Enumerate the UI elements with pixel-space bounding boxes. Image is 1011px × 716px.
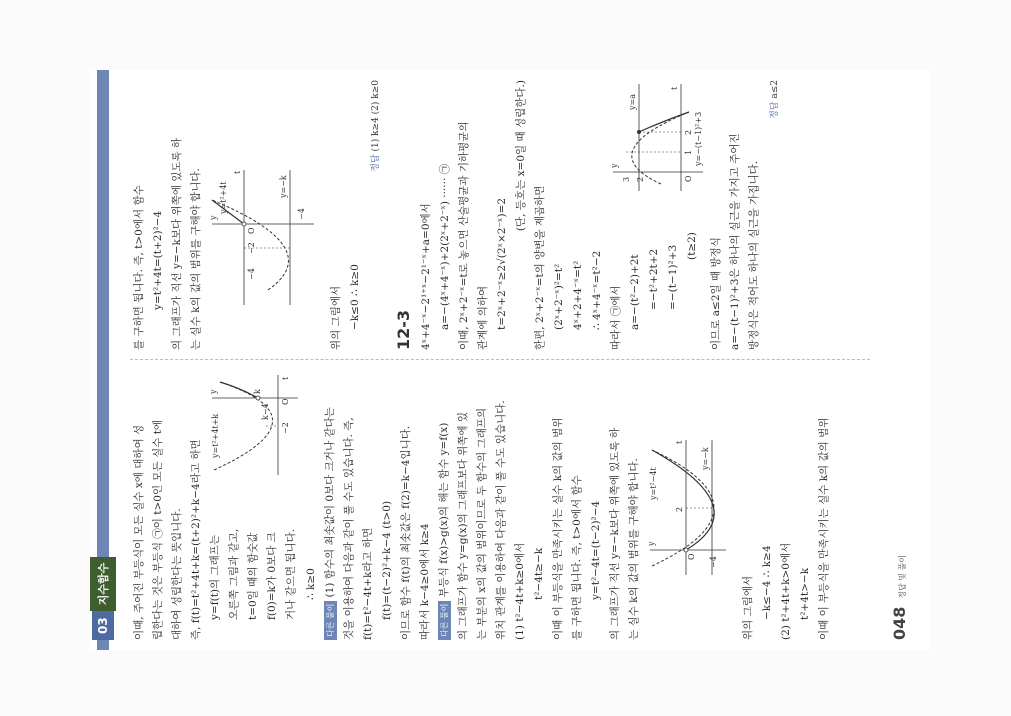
text-line: 부등식 f(x)>g(x)의 해는 함수 y=f(x)	[438, 422, 450, 598]
text-line: 관계에 의하여	[477, 285, 489, 350]
text-line: (1) 함수의 최솟값이 0보다 크거나 같다는	[324, 407, 336, 598]
line-label: y=−k	[279, 175, 288, 198]
text-line: −k≤0 ∴ k≥0	[349, 264, 361, 330]
text-line: 위의 그림에서	[330, 285, 342, 350]
text-line: a=−(t²−2)+2t	[629, 254, 641, 330]
axis-x-label: t	[233, 170, 242, 174]
page-label: 정답 및 풀이	[898, 554, 907, 599]
curve-label: y=−(t−1)²+3	[694, 111, 703, 166]
tick-label: 2	[675, 506, 684, 512]
curve-label: y=t²+4t	[219, 181, 228, 214]
text-line: 립한다는 것은 부등식 ㉠이 t>0인 모든 실수 t에	[152, 419, 164, 640]
answer-label: 정답	[371, 154, 381, 172]
text-line: 거나 같으면 됩니다.	[285, 528, 297, 620]
origin-label: O	[687, 553, 696, 560]
text-line	[435, 370, 454, 640]
answer-line	[766, 80, 785, 350]
text-line: 이때 이 부등식을 만족시키는 실수 k의 값의 범위	[552, 417, 564, 640]
text-line: (1) t²−4t+k≥0에서	[514, 542, 526, 640]
origin-label: O	[684, 175, 693, 182]
column-divider	[130, 359, 870, 360]
axis-y-label: y	[647, 541, 656, 546]
right-column	[130, 80, 787, 350]
text-line: 는 부분의 x의 값의 범위이므로 두 함수의 그래프의	[476, 407, 488, 640]
text-line: 따라서 ㉠에서	[610, 285, 622, 350]
text-line: 의 그래프가 직선 y=−k보다 위쪽에 있도록 하	[171, 137, 183, 350]
text-line: 이므로 a≤2일 때 방정식	[710, 237, 722, 350]
text-line: (2) t²+4t+k>0에서	[780, 542, 792, 640]
text-line: 방정식은 적어도 하나의 실근을 가집니다.	[748, 160, 760, 350]
axis-x-label: t	[670, 86, 679, 90]
text-line: (단, 등호는 x=0일 때 성립한다.)	[515, 80, 527, 232]
tick-label: −4	[297, 208, 306, 220]
text-line: y=t²−4t=(t−2)²−4	[590, 500, 602, 600]
text-line: f(0)=k가 0보다 크	[266, 532, 278, 620]
text-line: 따라서 k−4≥0에서 k≥4	[419, 523, 431, 640]
graph-parabola-k	[208, 370, 300, 480]
text-line: 한편, 2ˣ+2⁻ˣ=t의 양변을 제곱하면	[534, 185, 546, 350]
text-line: 4ˣ+4⁻ˣ−2¹⁺ˣ−2¹⁻ˣ+a=0에서	[420, 203, 432, 350]
page-footer	[890, 555, 909, 640]
text-line: =−t²+2t+2	[648, 248, 660, 310]
text-line: 는 실수 k의 값의 범위를 구해야 합니다.	[628, 458, 640, 640]
tick-label: 1	[684, 149, 693, 155]
axis-y-label: y	[610, 163, 619, 168]
text-line: 이때 이 부등식을 만족시키는 실수 k의 값의 범위	[818, 417, 830, 640]
problem-number: 12-3	[394, 309, 413, 350]
text-line: ∴ 4ˣ+4⁻ˣ=t²−2	[591, 250, 603, 330]
alt-solution-tag: 다른 풀이	[438, 601, 451, 640]
answer-line	[367, 80, 386, 350]
point-label: k	[253, 389, 262, 394]
text-line: 것을 이용하여 다음과 같이 풀 수도 있습니다. 즉,	[343, 417, 355, 640]
text-line: −k≤−4 ∴ k≥4	[761, 545, 773, 620]
text-line: 이때, 2ˣ+2⁻ˣ=t로 놓으면 산술평균과 기하평균의	[458, 121, 470, 350]
tick-label: −2	[247, 242, 256, 254]
text-line: a=−(4ˣ+4⁻ˣ)+2(2ˣ+2⁻ˣ) ······ ㉠	[439, 163, 451, 330]
left-column	[130, 370, 834, 640]
text-line: f(t)=t²−4t+k라고 하면	[362, 527, 374, 640]
text-line: 를 구하면 됩니다. 즉, t>0에서 함수	[571, 475, 583, 640]
curve-label: y=t²−4t	[649, 467, 658, 500]
line-label: y=−k	[701, 447, 710, 470]
graph-parabola-a	[609, 80, 705, 196]
chapter-number: 03	[92, 611, 114, 640]
chapter-title: 지수함수	[90, 557, 116, 612]
tick-label: 2	[684, 129, 693, 135]
alt-solution-tag: 다른 풀이	[324, 601, 337, 640]
text-line: (2ˣ+2⁻ˣ)²=t²	[553, 263, 565, 330]
origin-label: O	[281, 398, 290, 405]
page-number: 048	[890, 606, 909, 640]
text-line: 위치 관계를 이용하여 다음과 같이 풀 수도 있습니다.	[495, 400, 507, 640]
axis-x-label: t	[281, 376, 290, 380]
text-line: 를 구하면 됩니다. 즉, t>0에서 함수	[133, 185, 145, 350]
tick-label: −4	[709, 556, 718, 568]
text-line: a=−(t−1)²+3은 하나의 실근을 가지고 주어진	[729, 133, 741, 350]
line-label: y=a	[628, 94, 637, 110]
axis-x-label: t	[675, 440, 684, 444]
text-line: 위의 그림에서	[742, 575, 754, 640]
text-line: f(t)=(t−2)²+k−4 (t>0)	[381, 500, 393, 620]
text-line: ∴ k≥0	[305, 568, 317, 600]
axis-y-label: y	[209, 215, 218, 220]
text-line: t²+4t>−k	[799, 567, 811, 620]
tick-label: −2	[281, 422, 290, 434]
origin-label: O	[247, 227, 256, 234]
text-line: 오른쪽 그림과 같고,	[228, 528, 240, 620]
text-line: =−(t−1)²+3	[667, 244, 679, 310]
tick-label: 3	[622, 176, 631, 182]
text-line: 4ˣ+2+4⁻ˣ=t²	[572, 260, 584, 330]
tick-label: 2	[636, 176, 645, 182]
text-line: 이때, 주어진 부등식이 모든 실수 x에 대하여 성	[133, 424, 145, 640]
axis-y-label: y	[209, 389, 218, 394]
graph-row	[607, 80, 707, 350]
graph-row	[206, 370, 302, 640]
text-line: y=f(t)의 그래프는	[209, 534, 221, 620]
text-line: t=2ˣ+2⁻ˣ≥2√(2ˣ×2⁻ˣ)=2	[496, 197, 508, 330]
text-line: 의 그래프가 직선 y=−k보다 위쪽에 있도록 하	[609, 427, 621, 640]
text-line: y=t²+4t=(t+2)²−4	[152, 210, 164, 310]
answer-text: a≤2	[770, 80, 780, 99]
vertex-label: k−4	[261, 403, 270, 420]
text-line: t=0일 때의 함숫값	[247, 532, 259, 620]
graph-side-text	[607, 196, 707, 350]
tick-label: −4	[247, 268, 256, 280]
curve-label: y=t²+4t+k	[211, 413, 220, 458]
textbook-page	[90, 70, 930, 650]
graph-side-text	[206, 480, 302, 640]
chapter-badge	[90, 557, 116, 640]
answer-label: 정답	[770, 101, 780, 119]
text-line: 대하여 성립한다는 뜻입니다.	[171, 508, 183, 640]
text-line: 즉, f(t)=t²+4t+k=(t+2)²+k−4라고 하면	[190, 439, 202, 640]
text-line	[321, 370, 340, 640]
text-line: t²−4t≥−k	[533, 547, 545, 600]
text-line: 의 그래프가 함수 y=g(x)의 그래프보다 위쪽에 있	[457, 411, 469, 640]
graph-parabola-minus4t	[646, 430, 730, 580]
text-line: 는 실수 k의 값의 범위를 구해야 합니다.	[190, 168, 202, 350]
answer-text: (1) k≥4 (2) k≥0	[371, 80, 381, 152]
text-line: 이므로 함수 f(t)의 최솟값은 f(2)=k−4입니다.	[400, 425, 412, 640]
graph-parabola-plus4t	[208, 160, 318, 310]
chapter-header	[90, 70, 116, 650]
text-line: (t≥2)	[686, 232, 698, 260]
